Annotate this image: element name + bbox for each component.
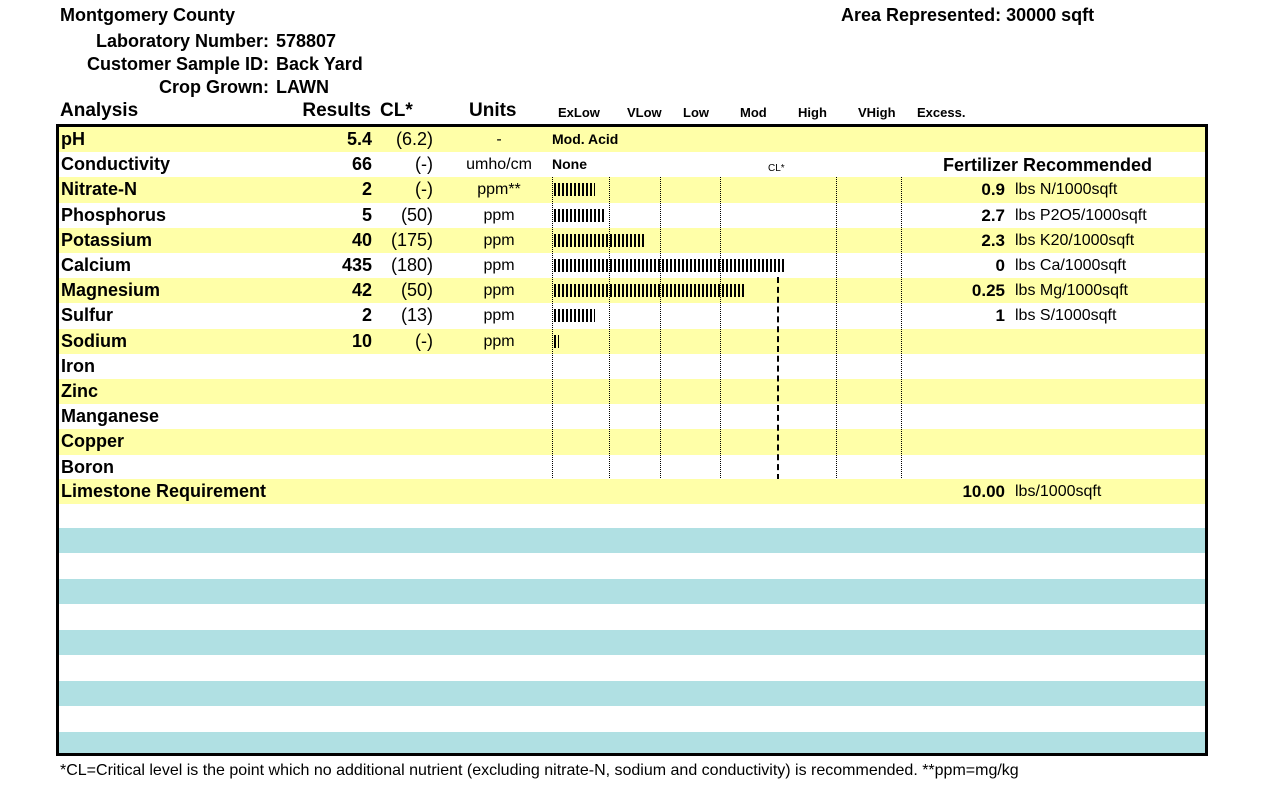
- table-row: [59, 404, 1205, 429]
- analysis-name: Manganese: [61, 406, 160, 427]
- scale-divider: [660, 177, 661, 480]
- level-bar: [554, 259, 786, 272]
- table-row: [59, 329, 1205, 354]
- table-row: [59, 455, 1205, 480]
- analysis-column-header: Analysis: [60, 100, 139, 121]
- result-value: 10: [351, 330, 372, 351]
- fertilizer-unit: lbs P2O5/1000sqft: [1015, 206, 1147, 224]
- units-value: ppm: [483, 332, 515, 350]
- scale-high: High: [798, 105, 827, 120]
- crop-grown: LAWN: [276, 77, 329, 97]
- units-column-header: Units: [469, 100, 517, 121]
- result-value: 2: [361, 179, 372, 200]
- fertilizer-amount: 0.25: [971, 281, 1005, 301]
- analysis-name: Sulfur: [61, 305, 113, 326]
- critical-level-value: (50): [400, 204, 433, 225]
- footnote: *CL=Critical level is the point which no additional nutrient (excluding nitrate-N, sodium and conductivity) is recommended. **ppm=mg/kg: [60, 762, 1019, 779]
- lab-number-label: Laboratory Number:: [95, 31, 269, 51]
- analysis-name: Calcium: [61, 255, 132, 275]
- critical-level-value: (-): [415, 179, 433, 200]
- result-value: 5: [361, 204, 372, 225]
- critical-level-marker: CL*: [768, 163, 785, 174]
- analysis-name: Phosphorus: [61, 204, 167, 225]
- critical-level-value: (-): [415, 154, 433, 175]
- result-value: 66: [351, 154, 372, 175]
- critical-level-value: (175): [390, 229, 433, 250]
- area-label: Area Represented:: [841, 5, 1002, 25]
- table-row: [59, 303, 1205, 328]
- lab-number: 578807: [276, 31, 337, 51]
- critical-level-value: (13): [400, 305, 433, 326]
- table-row: [59, 278, 1205, 303]
- area-value: 30000 sqft: [1006, 5, 1095, 25]
- table-row: [59, 379, 1205, 404]
- scale-divider: [901, 177, 902, 480]
- analysis-name: Conductivity: [61, 154, 171, 175]
- level-bar: [554, 335, 559, 348]
- units-value: [444, 379, 554, 404]
- table-row: [59, 203, 1205, 228]
- cl-column-header: CL*: [380, 100, 413, 121]
- scale-mod: Mod: [740, 105, 767, 120]
- critical-level-value: (180): [390, 255, 433, 275]
- scale-low: Low: [683, 105, 709, 120]
- results-table: [56, 124, 1208, 756]
- fertilizer-recommended-header: Fertilizer Recommended: [943, 155, 1153, 175]
- units-value: ppm**: [477, 181, 521, 199]
- county-name: Montgomery County: [60, 5, 235, 25]
- critical-level-value: (6.2): [395, 129, 433, 149]
- limestone-value: 10.00: [962, 482, 1005, 501]
- analysis-name: Boron: [61, 456, 114, 477]
- table-row: [59, 177, 1205, 202]
- critical-level-line: [777, 277, 779, 480]
- scale-excess: Excess.: [917, 105, 966, 120]
- fertilizer-amount: 2.3: [981, 230, 1005, 250]
- level-label: None: [552, 156, 587, 173]
- analysis-name: Iron: [61, 355, 95, 376]
- units-value: [444, 455, 554, 480]
- units-value: ppm: [483, 231, 515, 249]
- units-value: ppm: [483, 307, 515, 325]
- sample-id: Back Yard: [276, 54, 363, 74]
- analysis-name: Potassium: [61, 229, 153, 250]
- result-value: 435: [341, 255, 372, 275]
- level-bar: [554, 309, 595, 322]
- fertilizer-unit: lbs S/1000sqft: [1015, 307, 1117, 325]
- scale-divider: [609, 177, 610, 480]
- fertilizer-amount: 2.7: [981, 205, 1005, 225]
- limestone-row: [59, 479, 1205, 504]
- blank-band: [59, 630, 1205, 655]
- analysis-name: pH: [61, 129, 85, 149]
- blank-band: [59, 579, 1205, 604]
- level-bar: [554, 209, 604, 222]
- blank-band: [59, 732, 1205, 756]
- blank-band: [59, 528, 1205, 553]
- units-value: ppm: [483, 257, 515, 274]
- table-row: [59, 228, 1205, 253]
- fertilizer-amount: 1: [995, 306, 1005, 326]
- table-row: [59, 354, 1205, 379]
- result-value: 2: [361, 305, 372, 326]
- level-bar: [554, 284, 745, 297]
- units-value: ppm: [483, 206, 515, 224]
- analysis-name: Nitrate-N: [61, 179, 138, 200]
- result-value: 42: [351, 280, 372, 301]
- level-bar: [554, 234, 646, 247]
- fertilizer-amount: 0.9: [981, 180, 1005, 200]
- scale-vlow: VLow: [627, 105, 662, 120]
- limestone-label: Limestone Requirement: [61, 481, 267, 501]
- fertilizer-unit: lbs K20/1000sqft: [1015, 231, 1135, 249]
- level-label: Mod. Acid: [552, 131, 619, 147]
- units-value: [444, 354, 554, 379]
- critical-level-value: (50): [400, 280, 433, 301]
- fertilizer-amount: 0: [995, 256, 1005, 275]
- units-value: -: [496, 131, 502, 148]
- area-represented: [841, 5, 1094, 26]
- level-bar: [554, 183, 595, 196]
- table-row: [59, 253, 1205, 278]
- units-value: [444, 404, 554, 429]
- analysis-name: Zinc: [61, 381, 99, 401]
- units-value: ppm: [483, 282, 515, 300]
- crop-label: Crop Grown:: [159, 77, 269, 97]
- results-column-header: Results: [302, 100, 371, 121]
- fertilizer-unit: lbs N/1000sqft: [1015, 181, 1118, 199]
- blank-band: [59, 681, 1205, 706]
- sample-id-label: Customer Sample ID:: [86, 54, 269, 74]
- analysis-name: Copper: [61, 431, 124, 452]
- analysis-name: Sodium: [61, 330, 127, 351]
- scale-vhigh: VHigh: [858, 105, 896, 120]
- limestone-unit: lbs/1000sqft: [1015, 483, 1102, 500]
- analysis-name: Magnesium: [61, 280, 161, 301]
- scale-divider: [836, 177, 837, 480]
- scale-exlow: ExLow: [558, 105, 600, 120]
- fertilizer-unit: lbs Ca/1000sqft: [1015, 257, 1127, 274]
- table-row: [59, 127, 1205, 152]
- scale-divider: [720, 177, 721, 480]
- units-value: umho/cm: [466, 156, 532, 174]
- critical-level-value: (-): [415, 330, 433, 351]
- fertilizer-unit: lbs Mg/1000sqft: [1015, 282, 1128, 300]
- table-row: [59, 429, 1205, 454]
- result-value: 5.4: [346, 129, 372, 149]
- scale-divider: [552, 177, 553, 480]
- result-value: 40: [351, 229, 372, 250]
- units-value: [444, 429, 554, 454]
